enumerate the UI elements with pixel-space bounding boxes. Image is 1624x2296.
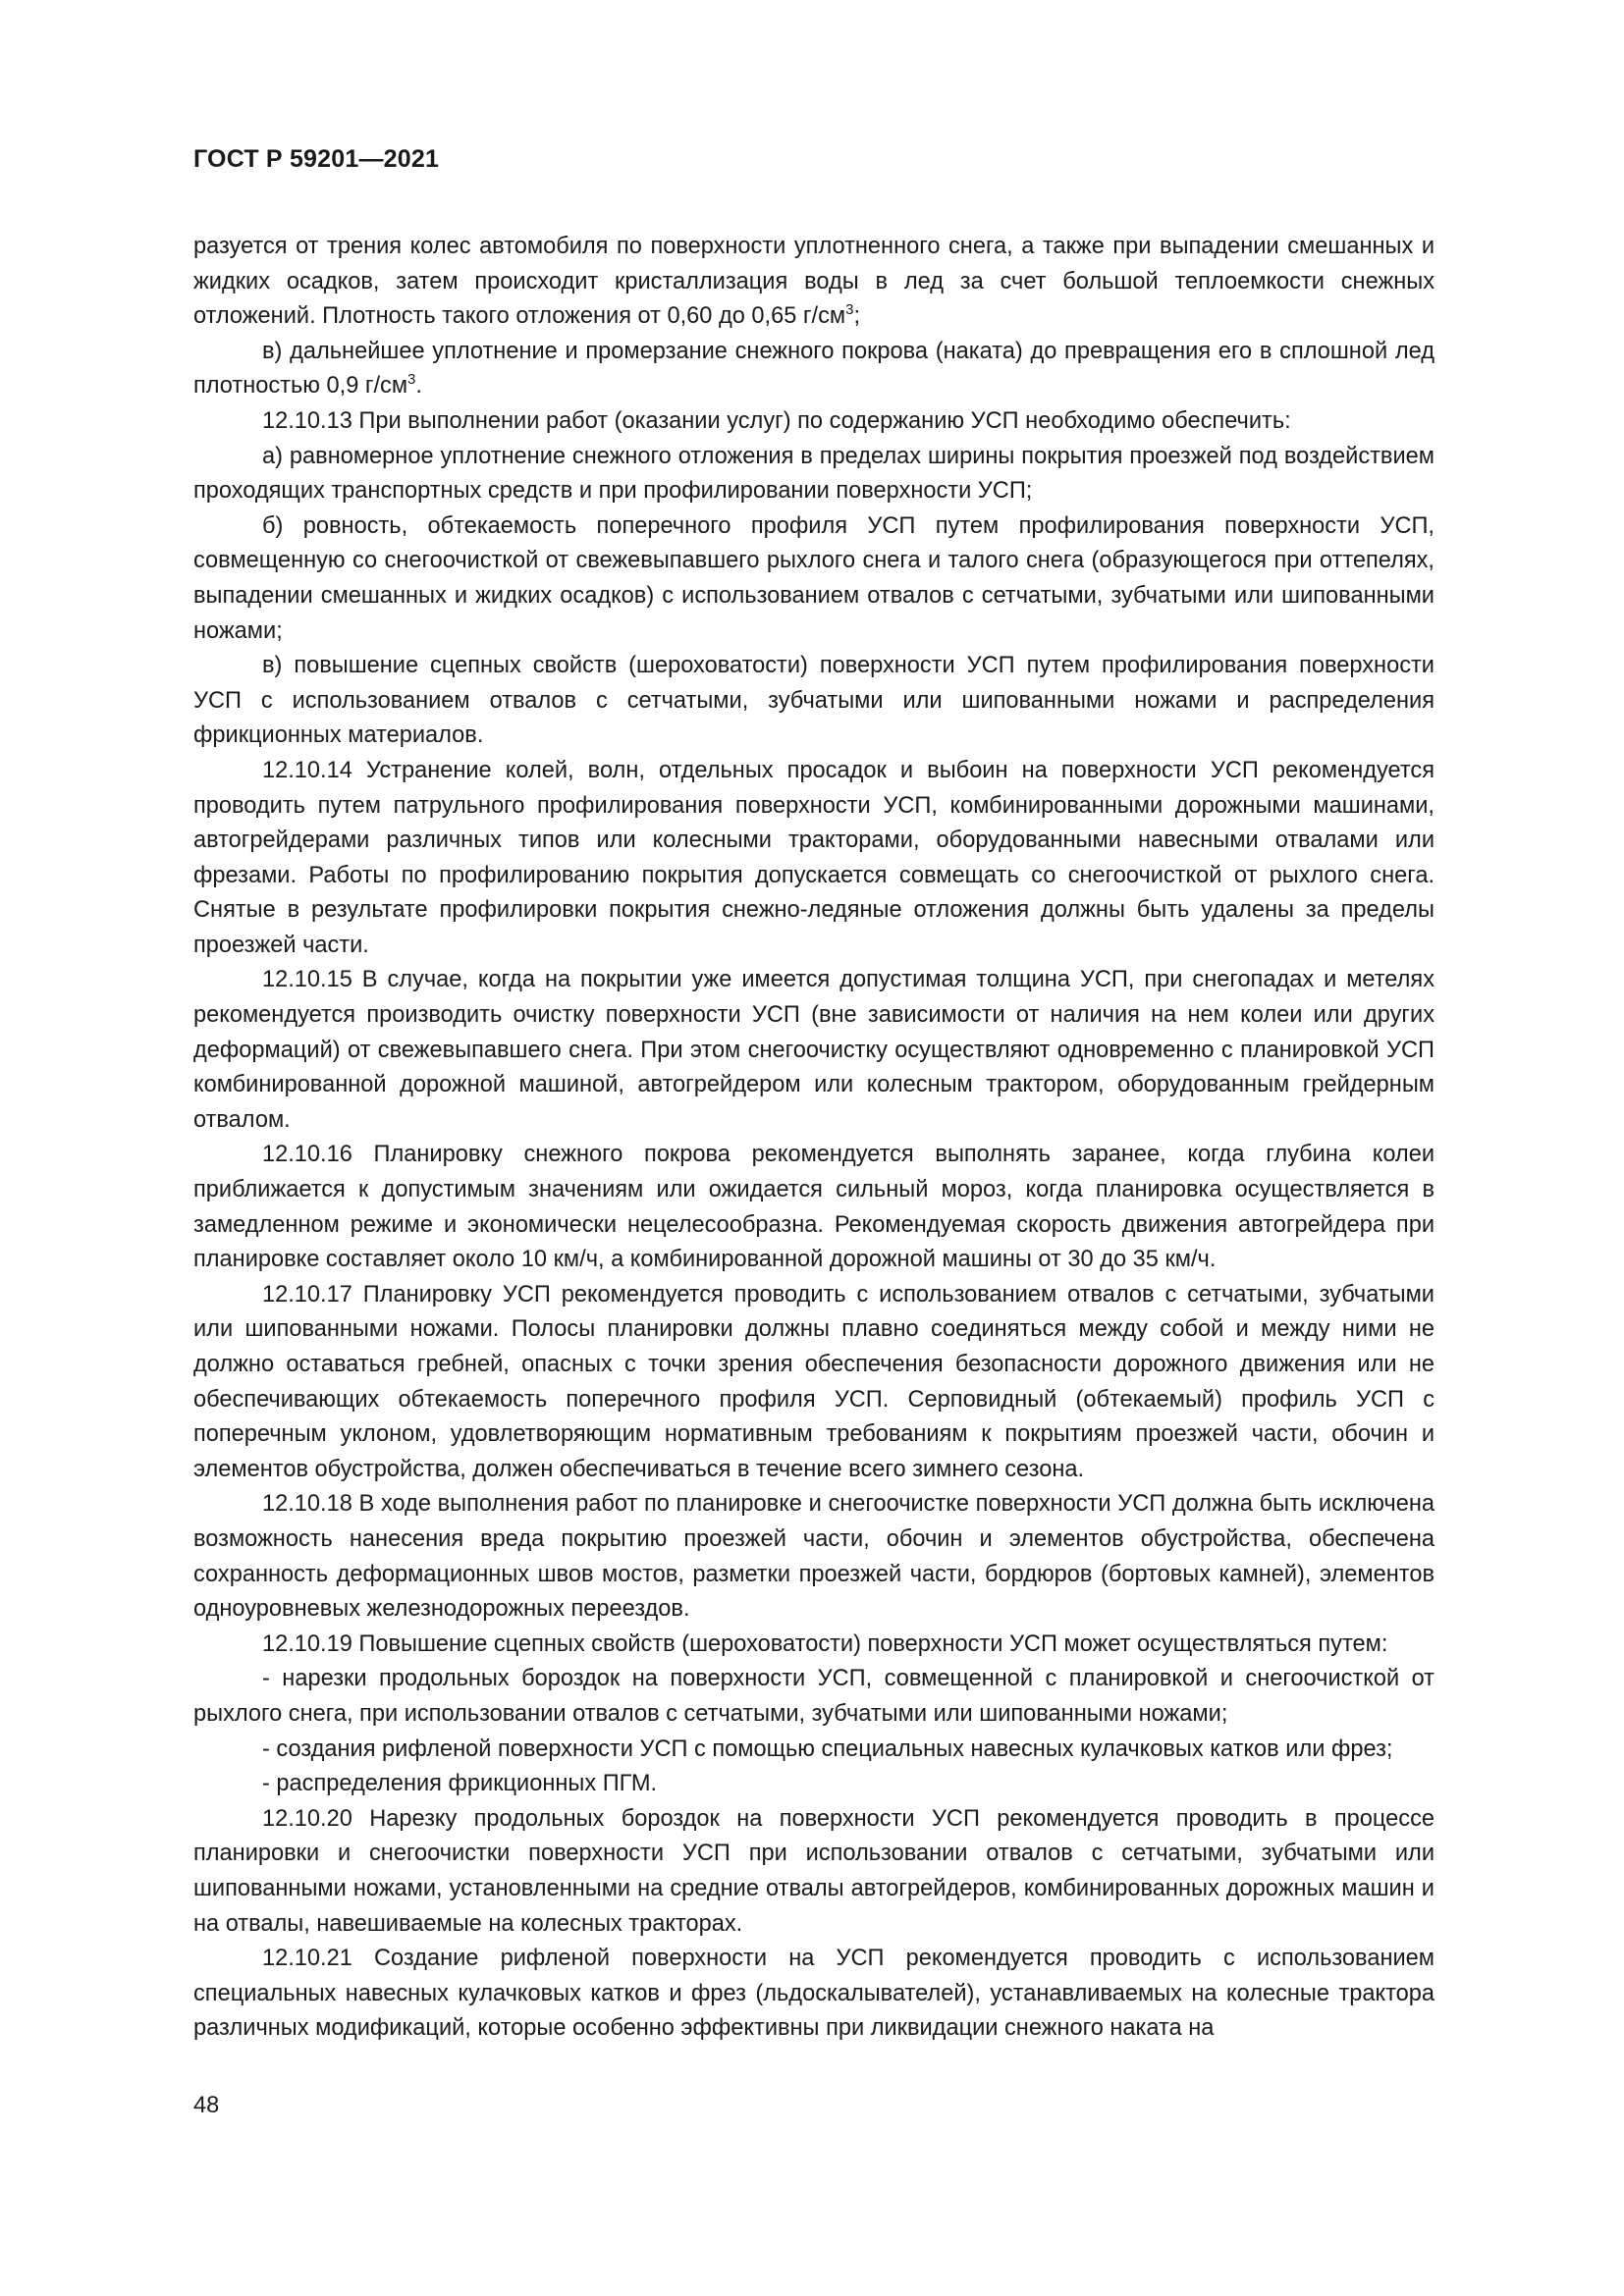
paragraph: 12.10.14 Устранение колей, волн, отдельных просадок и выбоин на поверхности УСП рекомендуется проводить путем патрульного профилирования поверхности УСП, комбинированными дорожными машинами, автогрейдерами различных типов или колесными тракторами, оборудованными навесными отвалами или фрезами. Работы по профилированию покрытия допускается совмещать со снегоочисткой от рыхлого снега. Снятые в результате профилировки покрытия снежно-ледяные отложения должны быть удалены за пределы проезжей части. xyxy=(193,757,1435,958)
list-item: - нарезки продольных бороздок на поверхности УСП, совмещенной с планировкой и снегоочисткой от рыхлого снега, при использовании отвалов с сетчатыми, зубчатыми или шипованными ножами; xyxy=(193,1666,1435,1727)
paragraph: 12.10.16 Планировку снежного покрова рекомендуется выполнять заранее, когда глубина колеи приближается к допустимым значениям или ожидается сильный мороз, когда планировка осуществляется в замедленном режиме и экономически нецелесообразна. Рекомендуемая скорость движения автогрейдера при планировке составляет около 10 км/ч, а комбинированной дорожной машины от 30 до 35 км/ч. xyxy=(193,1142,1435,1273)
paragraph: 12.10.15 В случае, когда на покрытии уже имеется допустимая толщина УСП, при снегопадах и метелях рекомендуется производить очистку поверхности УСП (вне зависимости от наличия на нем колеи или других деформаций) от свежевыпавшего снега. При этом снегоочистку осуществляют одновременно с планировкой УСП комбинированной дорожной машиной, автогрейдером или колесным трактором, оборудованным грейдерным отвалом. xyxy=(193,967,1435,1133)
paragraph: 12.10.21 Создание рифленой поверхности на УСП рекомендуется проводить с использованием специальных навесных кулачковых катков и фрез (льдоскалывателей), устанавливаемых на колесные трактора различных модификаций, которые особенно эффективны при ликвидации снежного наката на xyxy=(193,1946,1435,2042)
superscript: 3 xyxy=(407,371,416,389)
list-item: в) повышение сцепных свойств (шероховатости) поверхности УСП путем профилирования поверхности УСП с использованием отвалов с сетчатыми, зубчатыми или шипованными ножами и распределения фрикционных материалов. xyxy=(193,653,1435,749)
paragraph-tail: ; xyxy=(853,303,860,330)
document-body xyxy=(193,230,1435,2047)
paragraph xyxy=(193,230,1435,335)
list-item: - распределения фрикционных ПГМ. xyxy=(262,1771,658,1797)
paragraph xyxy=(193,335,1435,404)
paragraph: 12.10.17 Планировку УСП рекомендуется проводить с использованием отвалов с сетчатыми, зубчатыми или шипованными ножами. Полосы планировки должны плавно соединяться между собой и между ними не должно оставаться гребней, опасных с точки зрения обеспечения безопасности дорожного движения или не обеспечивающих обтекаемость поперечного профиля УСП. Серповидный (обтекаемый) профиль УСП с поперечным уклоном, удовлетворяющим нормативным требованиям к покрытиям проезжей части, обочин и элементов обустройства, должен обеспечиваться в течение всего зимнего сезона. xyxy=(193,1281,1435,1482)
paragraph-text: в) дальнейшее уплотнение и промерзание снежного покрова (наката) до превращения его в сплошной лед плотностью 0,9 г/см xyxy=(193,338,1435,400)
superscript: 3 xyxy=(845,301,854,319)
paragraph: 12.10.20 Нарезку продольных бороздок на поверхности УСП рекомендуется проводить в процессе планировки и снегоочистки поверхности УСП при использовании отвалов с сетчатыми, зубчатыми или шипованными ножами, установленными на средние отвалы автогрейдеров, комбинированных дорожных машин и на отвалы, навешиваемые на колесных тракторах. xyxy=(193,1805,1435,1937)
list-item: - создания рифленой поверхности УСП с помощью специальных навесных кулачковых катков или фрез; xyxy=(262,1735,1393,1762)
paragraph-text: разуется от трения колес автомобиля по поверхности уплотненного снега, а также при выпадении смешанных и жидких осадков, затем происходит кристаллизация воды в лед за счет большой теплоемкости снежных отложений. Плотность такого отложения от 0,60 до 0,65 г/см xyxy=(193,234,1435,330)
page-number: 48 xyxy=(193,2093,220,2118)
document-header: ГОСТ Р 59201—2021 xyxy=(193,145,440,173)
list-item: а) равномерное уплотнение снежного отложения в пределах ширины покрытия проезжей под воздействием проходящих транспортных средств и при профилировании поверхности УСП; xyxy=(193,443,1435,505)
paragraph-tail: . xyxy=(415,373,422,400)
paragraph: 12.10.18 В ходе выполнения работ по планировке и снегоочистке поверхности УСП должна быть исключена возможность нанесения вреда покрытию проезжей части, обочин и элементов обустройства, обеспечена сохранность деформационных швов мостов, разметки проезжей части, бордюров (бортовых камней), элементов одноуровневых железнодорожных переездов. xyxy=(193,1491,1435,1623)
paragraph: 12.10.19 Повышение сцепных свойств (шероховатости) поверхности УСП может осуществляться путем: xyxy=(262,1630,1388,1657)
list-item: б) ровность, обтекаемость поперечного профиля УСП путем профилирования поверхности УСП, совмещенную со снегоочисткой от свежевыпавшего рыхлого снега и талого снега (образующегося при оттепелях, выпадении смешанных и жидких осадков) с использованием отвалов с сетчатыми, зубчатыми или шипованными ножами; xyxy=(193,512,1435,644)
paragraph: 12.10.13 При выполнении работ (оказании услуг) по содержанию УСП необходимо обеспечить: xyxy=(262,407,1291,434)
